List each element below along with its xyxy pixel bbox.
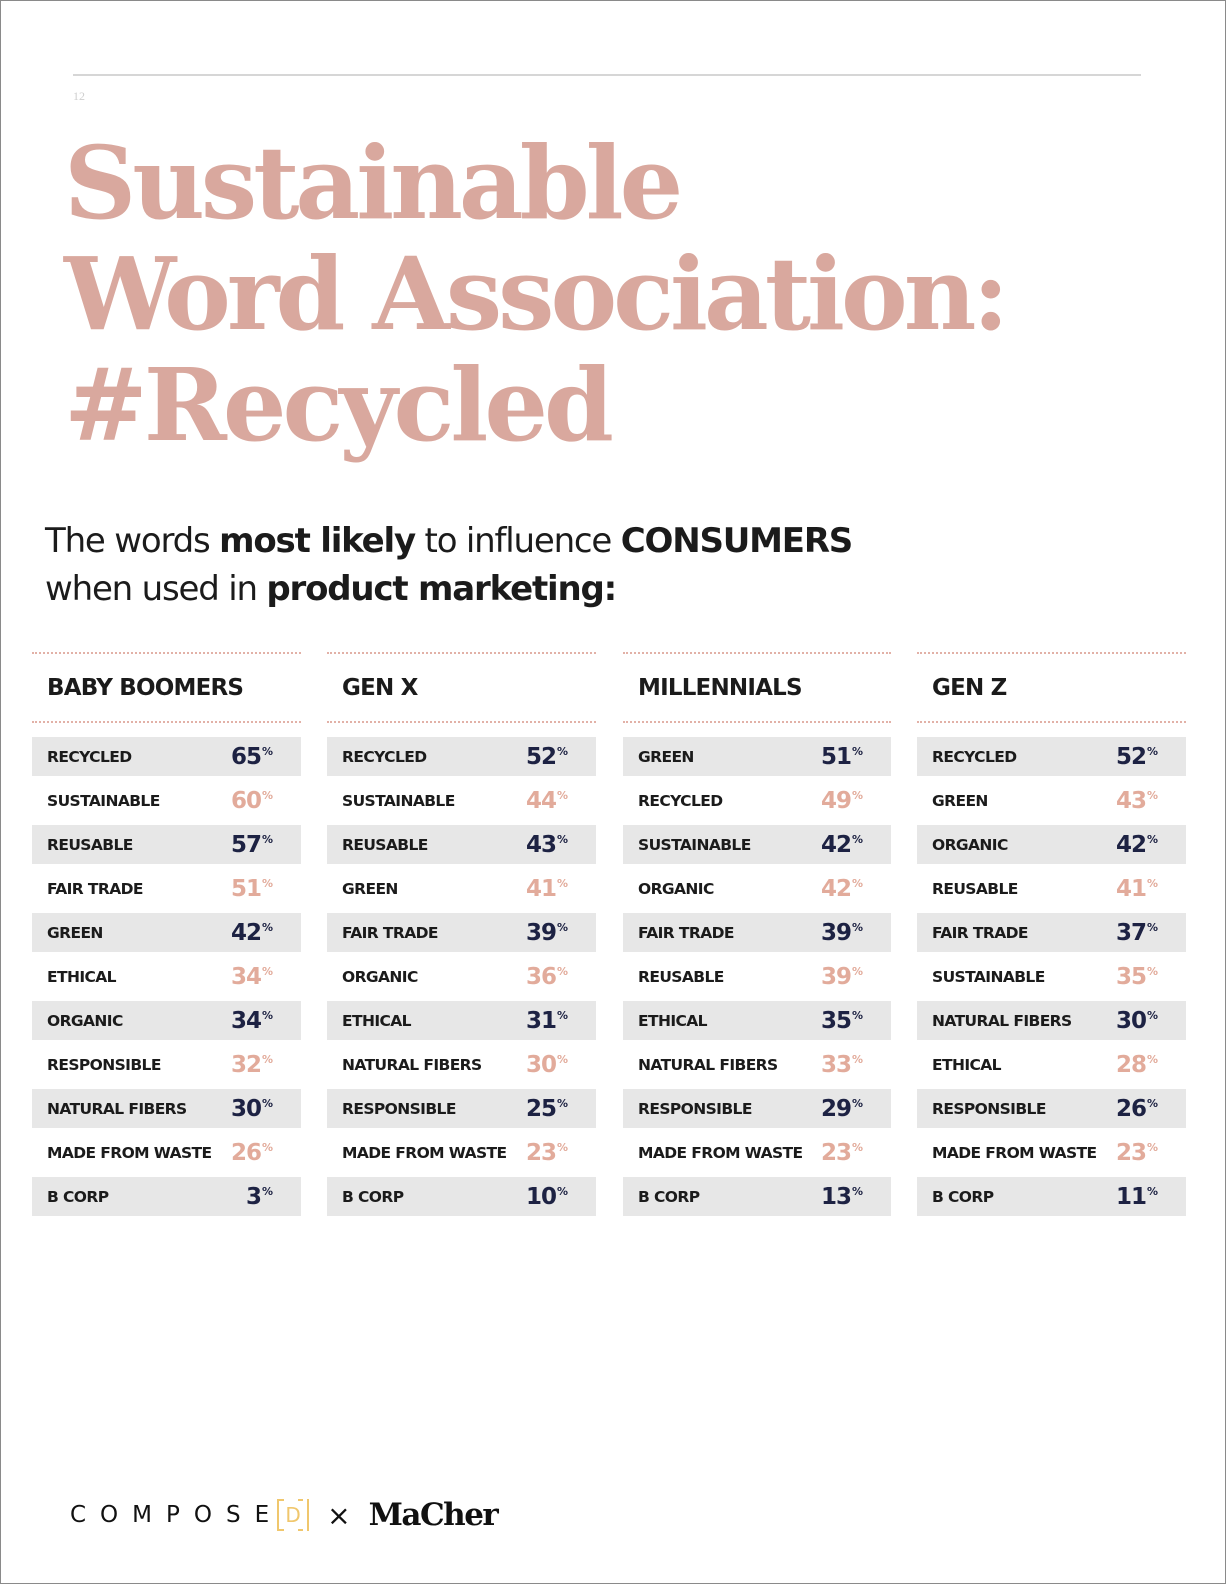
percent-symbol: % xyxy=(1146,964,1158,978)
column-heading: MILLENNIALS xyxy=(623,652,891,723)
percent-symbol: % xyxy=(1146,1140,1158,1154)
percentage-value: 31 xyxy=(525,1007,556,1034)
percent-symbol: % xyxy=(1146,1184,1158,1198)
term-row xyxy=(623,737,891,776)
term-label: ORGANIC xyxy=(47,1011,123,1030)
term-percentage xyxy=(231,832,273,858)
percent-symbol: % xyxy=(1146,1096,1158,1110)
percentage-value: 42 xyxy=(820,875,851,902)
term-percentage xyxy=(231,964,273,990)
term-percentage xyxy=(1116,1184,1158,1210)
percentage-value: 60 xyxy=(230,787,261,814)
term-percentage xyxy=(526,832,568,858)
term-row xyxy=(327,957,596,996)
term-label: ETHICAL xyxy=(932,1055,1001,1074)
term-label: NATURAL FIBERS xyxy=(47,1099,187,1118)
percentage-value: 33 xyxy=(820,1051,851,1078)
term-row xyxy=(623,1001,891,1040)
term-row xyxy=(327,1045,596,1084)
percentage-value: 13 xyxy=(820,1183,851,1210)
term-percentage xyxy=(1116,1096,1158,1122)
term-row xyxy=(32,781,301,820)
term-row xyxy=(917,869,1186,908)
percent-symbol: % xyxy=(261,1140,273,1154)
percent-symbol: % xyxy=(556,1184,568,1198)
percent-symbol: % xyxy=(556,1096,568,1110)
term-percentage xyxy=(1116,964,1158,990)
term-percentage xyxy=(1116,876,1158,902)
term-percentage xyxy=(526,920,568,946)
percentage-value: 30 xyxy=(230,1095,261,1122)
percent-symbol: % xyxy=(851,744,863,758)
percent-symbol: % xyxy=(556,788,568,802)
percentage-value: 41 xyxy=(525,875,556,902)
percentage-value: 29 xyxy=(820,1095,851,1122)
percentage-value: 23 xyxy=(525,1139,556,1166)
term-percentage xyxy=(526,1184,568,1210)
term-row xyxy=(623,1089,891,1128)
term-row xyxy=(917,1177,1186,1216)
term-label: RECYCLED xyxy=(932,747,1017,766)
percent-symbol: % xyxy=(851,920,863,934)
percentage-value: 23 xyxy=(1115,1139,1146,1166)
percent-symbol: % xyxy=(851,1008,863,1022)
title-line-2: Word Association: xyxy=(64,235,1006,353)
term-label: GREEN xyxy=(932,791,988,810)
term-row xyxy=(623,869,891,908)
term-label: B CORP xyxy=(638,1187,700,1206)
term-label: B CORP xyxy=(932,1187,994,1206)
percent-symbol: % xyxy=(556,876,568,890)
percentage-value: 65 xyxy=(230,743,261,770)
term-row xyxy=(917,957,1186,996)
term-percentage xyxy=(821,1096,863,1122)
term-percentage xyxy=(821,1184,863,1210)
term-percentage xyxy=(246,1184,273,1210)
percent-symbol: % xyxy=(1146,920,1158,934)
term-label: FAIR TRADE xyxy=(932,923,1028,942)
term-list xyxy=(623,737,891,1216)
compose-logo xyxy=(70,1499,309,1531)
term-percentage xyxy=(821,832,863,858)
percent-symbol: % xyxy=(261,832,273,846)
percent-symbol: % xyxy=(1146,876,1158,890)
term-row xyxy=(917,1133,1186,1172)
percentage-value: 28 xyxy=(1115,1051,1146,1078)
term-row xyxy=(32,869,301,908)
term-row xyxy=(917,737,1186,776)
subtitle-text: to influence xyxy=(414,521,621,561)
term-label: SUSTAINABLE xyxy=(932,967,1045,986)
term-row xyxy=(327,781,596,820)
percentage-value: 42 xyxy=(230,919,261,946)
percentage-value: 51 xyxy=(820,743,851,770)
term-row xyxy=(623,1045,891,1084)
percentage-value: 34 xyxy=(230,1007,261,1034)
column-heading: GEN X xyxy=(327,652,596,723)
term-percentage xyxy=(231,744,273,770)
term-row xyxy=(623,1177,891,1216)
term-percentage xyxy=(821,788,863,814)
term-label: RECYCLED xyxy=(638,791,723,810)
percentage-value: 30 xyxy=(525,1051,556,1078)
term-row xyxy=(623,957,891,996)
term-percentage xyxy=(1116,744,1158,770)
term-percentage xyxy=(526,744,568,770)
term-percentage xyxy=(231,1096,273,1122)
percentage-value: 49 xyxy=(820,787,851,814)
percentage-value: 35 xyxy=(820,1007,851,1034)
term-row xyxy=(32,1001,301,1040)
term-row xyxy=(623,1133,891,1172)
term-percentage xyxy=(231,876,273,902)
term-percentage xyxy=(231,788,273,814)
term-label: GREEN xyxy=(47,923,103,942)
percent-symbol: % xyxy=(1146,1008,1158,1022)
percentage-value: 42 xyxy=(1115,831,1146,858)
term-label: ETHICAL xyxy=(638,1011,707,1030)
generation-column xyxy=(917,652,1186,1221)
percentage-value: 36 xyxy=(525,963,556,990)
term-label: RESPONSIBLE xyxy=(638,1099,752,1118)
percent-symbol: % xyxy=(851,964,863,978)
percentage-value: 43 xyxy=(1115,787,1146,814)
term-row xyxy=(32,1133,301,1172)
term-list xyxy=(32,737,301,1216)
percentage-value: 25 xyxy=(525,1095,556,1122)
title-line-1: Sustainable xyxy=(64,124,680,242)
term-row xyxy=(327,1177,596,1216)
subtitle-emphasis: most likely xyxy=(219,521,415,561)
term-row xyxy=(32,1177,301,1216)
percent-symbol: % xyxy=(261,1052,273,1066)
term-percentage xyxy=(526,876,568,902)
percent-symbol: % xyxy=(261,964,273,978)
column-heading: BABY BOOMERS xyxy=(32,652,301,723)
percentage-value: 39 xyxy=(525,919,556,946)
term-row xyxy=(917,913,1186,952)
percent-symbol: % xyxy=(556,964,568,978)
percentage-value: 3 xyxy=(245,1183,261,1210)
percentage-value: 52 xyxy=(525,743,556,770)
percentage-value: 34 xyxy=(230,963,261,990)
percentage-value: 41 xyxy=(1115,875,1146,902)
term-label: ORGANIC xyxy=(932,835,1008,854)
term-row xyxy=(32,957,301,996)
term-label: ORGANIC xyxy=(638,879,714,898)
percentage-value: 35 xyxy=(1115,963,1146,990)
percentage-value: 11 xyxy=(1115,1183,1146,1210)
term-percentage xyxy=(1116,1052,1158,1078)
percent-symbol: % xyxy=(851,832,863,846)
term-label: ETHICAL xyxy=(47,967,116,986)
term-label: RECYCLED xyxy=(47,747,132,766)
term-percentage xyxy=(821,964,863,990)
term-label: FAIR TRADE xyxy=(47,879,143,898)
percentage-value: 42 xyxy=(820,831,851,858)
percentage-value: 57 xyxy=(230,831,261,858)
term-label: SUSTAINABLE xyxy=(342,791,455,810)
term-percentage xyxy=(821,920,863,946)
subtitle-emphasis: CONSUMERS xyxy=(620,521,853,561)
percentage-value: 23 xyxy=(820,1139,851,1166)
term-label: SUSTAINABLE xyxy=(638,835,751,854)
term-label: MADE FROM WASTE xyxy=(47,1143,212,1162)
term-row xyxy=(917,1089,1186,1128)
term-label: REUSABLE xyxy=(932,879,1018,898)
term-label: B CORP xyxy=(342,1187,404,1206)
term-row xyxy=(917,825,1186,864)
percentage-value: 26 xyxy=(1115,1095,1146,1122)
term-row xyxy=(917,1045,1186,1084)
term-percentage xyxy=(231,1052,273,1078)
percentage-value: 37 xyxy=(1115,919,1146,946)
compose-wordmark: COMPOSE xyxy=(70,1502,284,1528)
term-percentage xyxy=(526,1096,568,1122)
percentage-value: 43 xyxy=(525,831,556,858)
percent-symbol: % xyxy=(261,788,273,802)
percentage-value: 39 xyxy=(820,963,851,990)
term-row xyxy=(32,825,301,864)
term-label: GREEN xyxy=(342,879,398,898)
compose-d-mark: D xyxy=(277,1499,309,1531)
term-percentage xyxy=(231,1140,273,1166)
percent-symbol: % xyxy=(851,1184,863,1198)
term-percentage xyxy=(1116,920,1158,946)
percent-symbol: % xyxy=(261,1184,273,1198)
percent-symbol: % xyxy=(261,920,273,934)
term-label: MADE FROM WASTE xyxy=(342,1143,507,1162)
page-number: 12 xyxy=(73,89,85,103)
subtitle-emphasis: product marketing: xyxy=(266,569,617,609)
percent-symbol: % xyxy=(851,788,863,802)
term-percentage xyxy=(526,788,568,814)
subtitle-text: The words xyxy=(45,521,220,561)
percentage-value: 32 xyxy=(230,1051,261,1078)
term-row xyxy=(32,1089,301,1128)
percent-symbol: % xyxy=(851,1140,863,1154)
term-label: ORGANIC xyxy=(342,967,418,986)
term-row xyxy=(327,825,596,864)
term-row xyxy=(623,781,891,820)
percent-symbol: % xyxy=(556,832,568,846)
generation-column xyxy=(623,652,891,1221)
percent-symbol: % xyxy=(851,876,863,890)
term-list xyxy=(917,737,1186,1216)
term-list xyxy=(327,737,596,1216)
term-percentage xyxy=(1116,1140,1158,1166)
term-percentage xyxy=(231,920,273,946)
term-row xyxy=(32,1045,301,1084)
term-percentage xyxy=(821,744,863,770)
term-row xyxy=(327,737,596,776)
percentage-value: 44 xyxy=(525,787,556,814)
term-label: MADE FROM WASTE xyxy=(932,1143,1097,1162)
percent-symbol: % xyxy=(261,744,273,758)
term-row xyxy=(917,1001,1186,1040)
term-label: FAIR TRADE xyxy=(342,923,438,942)
page-title xyxy=(64,124,1006,464)
collaboration-x: × xyxy=(327,1498,351,1532)
term-label: NATURAL FIBERS xyxy=(932,1011,1072,1030)
title-line-3: #Recycled xyxy=(64,346,610,464)
term-label: REUSABLE xyxy=(47,835,133,854)
percent-symbol: % xyxy=(556,1140,568,1154)
percent-symbol: % xyxy=(1146,1052,1158,1066)
term-percentage xyxy=(821,876,863,902)
term-label: REUSABLE xyxy=(638,967,724,986)
subtitle-text: when used in xyxy=(45,569,267,609)
term-percentage xyxy=(526,1052,568,1078)
term-row xyxy=(32,737,301,776)
term-label: FAIR TRADE xyxy=(638,923,734,942)
generation-column xyxy=(327,652,596,1221)
term-label: ETHICAL xyxy=(342,1011,411,1030)
percentage-value: 30 xyxy=(1115,1007,1146,1034)
generation-column xyxy=(32,652,301,1221)
percent-symbol: % xyxy=(1146,744,1158,758)
term-percentage xyxy=(526,1140,568,1166)
term-percentage xyxy=(526,964,568,990)
percent-symbol: % xyxy=(556,1008,568,1022)
term-percentage xyxy=(1116,832,1158,858)
percent-symbol: % xyxy=(261,1096,273,1110)
term-label: SUSTAINABLE xyxy=(47,791,160,810)
percent-symbol: % xyxy=(851,1052,863,1066)
term-label: RESPONSIBLE xyxy=(342,1099,456,1118)
term-row xyxy=(917,781,1186,820)
percent-symbol: % xyxy=(851,1096,863,1110)
term-label: NATURAL FIBERS xyxy=(638,1055,778,1074)
term-percentage xyxy=(1116,1008,1158,1034)
term-label: RESPONSIBLE xyxy=(47,1055,161,1074)
term-label: GREEN xyxy=(638,747,694,766)
column-heading: GEN Z xyxy=(917,652,1186,723)
term-label: MADE FROM WASTE xyxy=(638,1143,803,1162)
top-divider xyxy=(73,74,1141,76)
term-row xyxy=(32,913,301,952)
percent-symbol: % xyxy=(1146,832,1158,846)
percentage-value: 39 xyxy=(820,919,851,946)
percent-symbol: % xyxy=(261,1008,273,1022)
term-row xyxy=(623,913,891,952)
term-row xyxy=(327,869,596,908)
term-percentage xyxy=(1116,788,1158,814)
term-label: NATURAL FIBERS xyxy=(342,1055,482,1074)
percent-symbol: % xyxy=(556,744,568,758)
footer-logos xyxy=(70,1492,497,1538)
percent-symbol: % xyxy=(556,920,568,934)
term-percentage xyxy=(821,1140,863,1166)
page-subtitle xyxy=(45,517,852,613)
percent-symbol: % xyxy=(1146,788,1158,802)
term-row xyxy=(623,825,891,864)
term-label: RECYCLED xyxy=(342,747,427,766)
percentage-value: 26 xyxy=(230,1139,261,1166)
term-label: RESPONSIBLE xyxy=(932,1099,1046,1118)
percent-symbol: % xyxy=(556,1052,568,1066)
macher-logo: MaCher xyxy=(368,1497,498,1533)
term-label: REUSABLE xyxy=(342,835,428,854)
term-percentage xyxy=(231,1008,273,1034)
term-percentage xyxy=(526,1008,568,1034)
percentage-value: 51 xyxy=(230,875,261,902)
term-percentage xyxy=(821,1052,863,1078)
term-label: B CORP xyxy=(47,1187,109,1206)
percent-symbol: % xyxy=(261,876,273,890)
term-row xyxy=(327,1133,596,1172)
term-row xyxy=(327,1001,596,1040)
percentage-value: 52 xyxy=(1115,743,1146,770)
term-row xyxy=(327,913,596,952)
term-percentage xyxy=(821,1008,863,1034)
percentage-value: 10 xyxy=(525,1183,556,1210)
term-row xyxy=(327,1089,596,1128)
